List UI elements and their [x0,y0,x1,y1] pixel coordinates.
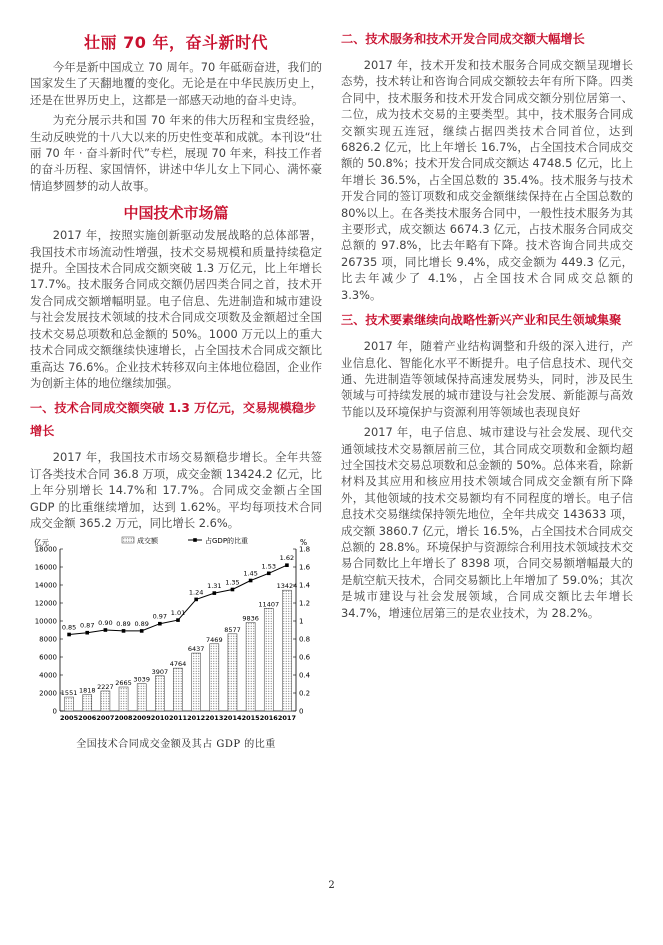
gdp-share-value-label: 1.31 [207,582,222,591]
x-tick-label: 2005 [60,714,79,723]
bar-value-label: 3039 [133,675,150,684]
gdp-share-point [140,629,144,633]
y-right-tick-label: 1.2 [299,599,311,608]
bar [228,634,237,711]
y-tick-label: 18000 [34,545,57,554]
x-tick-label: 2013 [205,714,224,723]
gdp-share-value-label: 1.35 [225,578,240,587]
x-tick-label: 2006 [78,714,97,723]
y-right-tick-label: 1.8 [299,545,311,554]
right-column [341,28,633,625]
gdp-share-value-label: 1.45 [243,569,258,578]
bar-value-label: 8577 [224,626,241,635]
legend-bar-swatch [122,537,134,543]
bar [101,691,110,711]
x-tick-label: 2015 [241,714,260,723]
gdp-share-point [104,629,108,633]
y-tick-label: 16000 [34,563,57,572]
bar [155,676,164,711]
gdp-share-value-label: 0.97 [152,613,168,622]
bar [210,644,219,711]
gdp-share-point [249,579,253,583]
gdp-share-value-label: 1.01 [170,609,186,618]
y-right-tick-label: 0.6 [299,653,311,662]
y-tick-label: 0 [52,707,57,716]
bar-value-label: 7469 [206,636,223,645]
gdp-share-point [285,564,289,568]
x-tick-label: 2009 [132,714,151,723]
bar-value-label: 4764 [169,660,187,669]
gdp-share-point [158,622,162,626]
gdp-share-point [122,629,126,633]
y-axis-label: 亿元 [34,538,49,548]
y-tick-label: 10000 [34,617,57,626]
y-axis-right-label: % [300,538,308,548]
bar [192,653,201,711]
bar [246,623,255,712]
y-right-tick-label: 1.4 [299,581,311,590]
chart [30,535,322,750]
gdp-share-value-label: 0.87 [79,622,95,631]
x-tick-label: 2011 [168,714,188,723]
bar [65,697,74,711]
bar-value-label: 11407 [258,600,280,609]
y-right-tick-label: 1.6 [299,563,311,572]
x-tick-label: 2017 [277,714,296,723]
bar [282,591,291,712]
heading-3-paragraph-2: 2017 年，电子信息、城市建设与社会发展、现代交通领域技术交易额居前三位，其合同成交项数和金额均超过全国技术交易总项数和总金额的 50%。总体来看，除新材料及其应用和核应用技术领域合同成交金额有所下降外，其他领域的技术交易额均有不同程度的增长。电子信息技术交易继续保持领先地位，全年共成交 143633 项，成交额 3860.7 亿元，增长 16.5%，占全国技术合同成交总额的 28.8%。环境保护与资源综合利用技术领域技术交易合同数比上年增长了 8398 项，合同交易额增幅最大的是航空航天技术，合同交易额比上年增加了 59.0%；其次是城市建设与社会发展领域，合同成交额比去年增长 34.7%，增速位居第三的是农业技术，为 28.2%。 [341,425,633,620]
heading-1-paragraph: 2017 年，我国技术市场交易额稳步增长。全年共签订各类技术合同 36.8 万项，成交金额 13424.2 亿元，比上年分别增长 14.7%和 17.7%。合同成交金额占全国 GDP 的比重继续增加，达到 1.62%。平均每项技术合同成交金额 365.2 万元，同比增长 2.6%。 [30,450,322,530]
bar-value-label: 9836 [242,614,259,623]
x-tick-label: 2007 [96,714,115,723]
page-number: 2 [328,880,335,891]
y-right-tick-label: 0.2 [299,689,311,698]
gdp-share-point [194,598,198,602]
gdp-share-value-label: 1.62 [279,554,295,563]
gdp-share-value-label: 1.24 [188,588,204,597]
gdp-share-value-label: 0.89 [116,620,131,629]
y-tick-label: 14000 [34,581,57,590]
y-tick-label: 4000 [39,671,57,680]
intro-paragraph-1: 今年是新中国成立 70 周年。70 年砥砺奋进，我们的国家发生了天翻地覆的变化。无论是在中华民族历史上，还是在世界历史上，这都是一部感天动地的奋斗史诗。 [30,60,322,107]
bar [83,695,92,711]
gdp-share-value-label: 0.89 [134,620,149,629]
bar-value-label: 2665 [115,679,132,688]
gdp-share-point [85,631,89,635]
legend-bar-label: 成交额 [137,537,158,546]
legend-line-label: 占GDP的比重 [205,537,249,546]
chart-svg [30,535,322,731]
bar [137,684,146,711]
section-paragraph: 2017 年，按照实施创新驱动发展战略的总体部署，我国技术市场流动性增强，技术交易规模和质量持续稳定提升。全国技术合同成交额突破 1.3 万亿元，比上年增长 17.7%。技术服务合同成交额仍居四类合同之首，技术开发合同成交额增幅明显。电子信息、先进制造和城市建设与社会发展技术领域的技术合同成交项数及金额超过全国技术交易总项数和总金额的 50%。1000 万元以上的重大技术合同成交额继续快速增长，占全国技术合同成交额比重高达 76.6%。企业技术转移双向主体地位稳固，企业作为创新主体的地位继续加强。 [30,228,322,390]
y-tick-label: 2000 [39,689,57,698]
bar-value-label: 13424 [276,582,298,591]
gdp-share-point [231,588,235,592]
intro-paragraph-2: 为充分展示共和国 70 年来的伟大历程和宝贵经验，生动反映党的十八大以来的历史性变革和成就。本刊设“壮丽 70 年 · 奋斗新时代”专栏，展现 70 年来，科技工作者的奋斗历程、家国情怀，讲述中华儿女上下同心、满怀豪情追梦圆梦的动人故事。 [30,113,322,193]
heading-2: 二、技术服务和技术开发合同成交额大幅增长 [341,32,585,46]
x-tick-label: 2010 [150,714,169,723]
bar-value-label: 1551 [60,689,78,698]
gdp-share-point [213,592,217,596]
y-right-tick-label: 0.4 [299,671,311,680]
left-column [30,28,322,750]
bar-value-label: 6437 [187,645,205,654]
gdp-share-value-label: 0.85 [61,623,77,632]
bar [264,609,273,712]
y-right-tick-label: 0 [299,707,304,716]
bar [173,668,182,711]
y-right-tick-label: 0.8 [299,635,311,644]
legend-line-marker [193,539,197,543]
section-title: 中国技术市场篇 [123,204,229,223]
heading-1: 一、技术合同成交额突破 1.3 万亿元，交易规模稳步增长 [30,401,317,439]
bar-value-label: 2227 [97,683,114,692]
x-tick-label: 2012 [187,714,206,723]
y-right-tick-label: 1 [299,617,304,626]
x-tick-label: 2014 [223,714,242,723]
x-tick-label: 2008 [114,714,133,723]
gdp-share-point [67,633,71,637]
gdp-share-value-label: 0.90 [98,619,113,628]
heading-3-paragraph-1: 2017 年，随着产业结构调整和升级的深入进行，产业信息化、智能化水平不断提升。电子信息技术、现代交通、先进制造等领域保持高速发展势头，同时，涉及民生领域与可持续发展的城市建设与社会发展、新能源与高效节能以及环境保护与资源利用等领域也表现良好 [341,339,633,419]
gdp-share-point [267,572,271,576]
bar [119,687,128,711]
bar-value-label: 1818 [78,686,96,695]
column-title: 壮丽 70 年，奋斗新时代 [84,33,268,52]
bar-value-label: 3907 [151,668,169,677]
y-tick-label: 8000 [39,635,57,644]
chart-caption: 全国技术合同成交金额及其占 GDP 的比重 [76,739,276,751]
heading-3: 三、技术要素继续向战略性新兴产业和民生领域集聚 [341,313,622,328]
x-tick-label: 2016 [259,714,278,723]
y-tick-label: 12000 [34,599,57,608]
y-tick-label: 6000 [39,653,57,662]
gdp-share-value-label: 1.53 [261,562,277,571]
gdp-share-point [176,619,180,623]
heading-2-paragraph: 2017 年，技术开发和技术服务合同成交额呈现增长态势，技术转让和咨询合同成交额较去年有所下降。四类合同中，技术服务和技术开发合同成交额分别位居第一、二位，成为技术交易的主要类型。其中，技术服务合同成交额实现五连冠，继续占据四类技术合同首位，达到 6826.2 亿元，比上年增长 16.7%，占全国技术合同成交额的 50.8%；技术开发合同成交额达 4748.5 亿元，比上年增长 36.5%，占全国总数的 35.4%。技术服务与技术开发合同的签订项数和成交金额继续保持在占全国总数的 80%以上。在各类技术服务合同中，一般性技术服务为其主要形式，成交额达 6674.3 亿元，占技术服务合同成交总额的 97.8%，比去年略有下降。技术咨询合同共成交 26735 项，同比增长 9.4%，成交金额为 449.3 亿元，比去年减少了 4.1%，占全国技术合同成交总额的 3.3%。 [341,58,633,302]
